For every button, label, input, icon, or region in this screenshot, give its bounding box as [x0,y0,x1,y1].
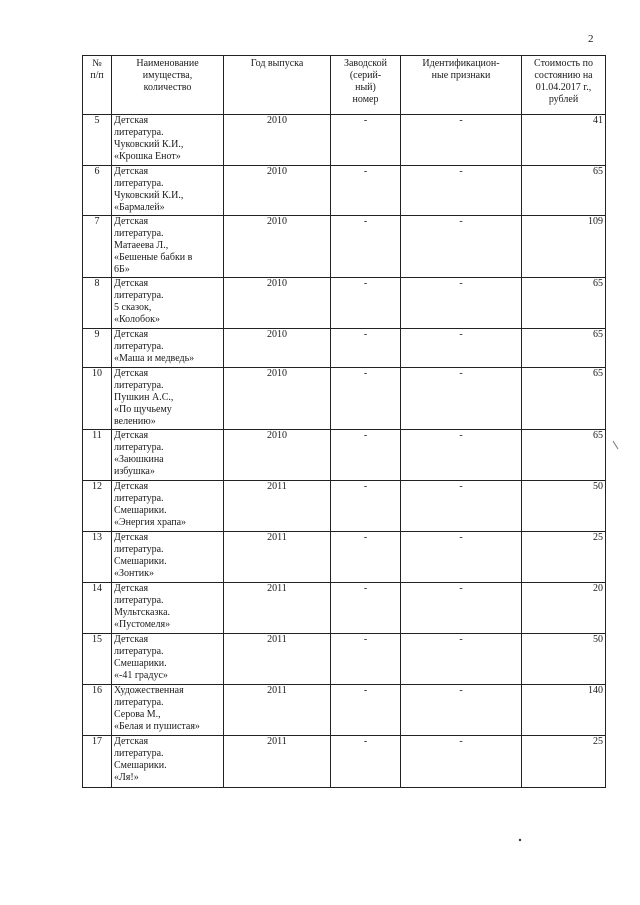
item-name: Художественная литература. Серова М., «Белая и пушистая» [112,685,224,736]
row-number: 12 [83,481,112,532]
header-year [224,56,331,115]
row-number: 16 [83,685,112,736]
identification-marks: - [401,368,522,430]
row-number: 13 [83,532,112,583]
identification-marks: - [401,166,522,216]
header-name [112,56,224,115]
release-year: 2010 [224,115,331,166]
serial-number: - [331,216,401,278]
cost-value: 41 [522,115,606,166]
identification-marks: - [401,583,522,634]
table-body [83,115,606,788]
row-number: 8 [83,278,112,329]
row-number: 6 [83,166,112,216]
cost-value: 50 [522,481,606,532]
item-name: Детская литература. Смешарики. «Ля!» [112,736,224,788]
release-year: 2011 [224,634,331,685]
serial-number: - [331,166,401,216]
row-number: 17 [83,736,112,788]
cost-value: 25 [522,532,606,583]
serial-number: - [331,685,401,736]
serial-number: - [331,278,401,329]
header-name-label: Наименование имущества, количество [136,58,199,93]
row-number: 15 [83,634,112,685]
item-name: Детская литература. Чуковский К.И., «Бармалей» [112,166,224,216]
scan-artifact-dot [518,834,522,845]
header-year-label: Год выпуска [250,58,304,69]
release-year: 2010 [224,166,331,216]
cost-value: 65 [522,329,606,368]
row-number: 7 [83,216,112,278]
release-year: 2010 [224,329,331,368]
release-year: 2010 [224,430,331,481]
release-year: 2011 [224,685,331,736]
serial-number: - [331,115,401,166]
release-year: 2010 [224,278,331,329]
table-row [83,115,606,166]
identification-marks: - [401,736,522,788]
scan-artifact-mark [612,440,620,453]
row-number: 9 [83,329,112,368]
item-name: Детская литература. Чуковский К.И., «Крошка Енот» [112,115,224,166]
identification-marks: - [401,532,522,583]
identification-marks: - [401,481,522,532]
serial-number: - [331,368,401,430]
serial-number: - [331,634,401,685]
header-serial [331,56,401,115]
item-name: Детская литература. Смешарики. «Зонтик» [112,532,224,583]
header-num-label: № п/п [90,58,104,81]
serial-number: - [331,430,401,481]
release-year: 2010 [224,368,331,430]
release-year: 2010 [224,216,331,278]
cost-value: 20 [522,583,606,634]
header-ident [401,56,522,115]
table-row [83,736,606,788]
item-name: Детская литература. «Заюшкина избушка» [112,430,224,481]
identification-marks: - [401,115,522,166]
header-serial-label: Заводской (серий- ный) номер [343,58,388,105]
table-row [83,481,606,532]
cost-value: 65 [522,278,606,329]
cost-value: 50 [522,634,606,685]
item-name: Детская литература. Матаеева Л., «Бешеные бабки в 6Б» [112,216,224,278]
table-row [83,166,606,216]
identification-marks: - [401,685,522,736]
serial-number: - [331,583,401,634]
serial-number: - [331,481,401,532]
release-year: 2011 [224,736,331,788]
scan-dot-icon [518,838,522,842]
item-name: Детская литература. Пушкин А.С., «По щучьему велению» [112,368,224,430]
item-name: Детская литература. 5 сказок, «Колобок» [112,278,224,329]
identification-marks: - [401,329,522,368]
identification-marks: - [401,430,522,481]
serial-number: - [331,532,401,583]
item-name: Детская литература. Мультсказка. «Пустомеля» [112,583,224,634]
row-number: 14 [83,583,112,634]
serial-number: - [331,736,401,788]
cost-value: 25 [522,736,606,788]
identification-marks: - [401,216,522,278]
header-num [83,56,112,115]
table-header-row [83,56,606,115]
page-number: 2 [588,33,594,45]
header-ident-label: Идентификацион- ные признаки [422,58,500,81]
release-year: 2011 [224,481,331,532]
cost-value: 109 [522,216,606,278]
identification-marks: - [401,278,522,329]
table-row [83,329,606,368]
inventory-table [82,55,606,788]
cost-value: 140 [522,685,606,736]
item-name: Детская литература. Смешарики. «-41 градус» [112,634,224,685]
row-number: 11 [83,430,112,481]
cost-value: 65 [522,368,606,430]
header-cost-label: Стоимость по состоянию на 01.04.2017 г., рублей [534,58,593,105]
release-year: 2011 [224,532,331,583]
identification-marks: - [401,634,522,685]
cost-value: 65 [522,430,606,481]
table-row [83,685,606,736]
table-row [83,634,606,685]
scan-artifact-icon [612,440,620,450]
serial-number: - [331,329,401,368]
table-row [83,278,606,329]
item-name: Детская литература. Смешарики. «Энергия храпа» [112,481,224,532]
table-row [83,583,606,634]
cost-value: 65 [522,166,606,216]
item-name: Детская литература. «Маша и медведь» [112,329,224,368]
table-row [83,430,606,481]
table-row [83,532,606,583]
release-year: 2011 [224,583,331,634]
row-number: 5 [83,115,112,166]
row-number: 10 [83,368,112,430]
table-row [83,216,606,278]
table-row [83,368,606,430]
header-cost [522,56,606,115]
